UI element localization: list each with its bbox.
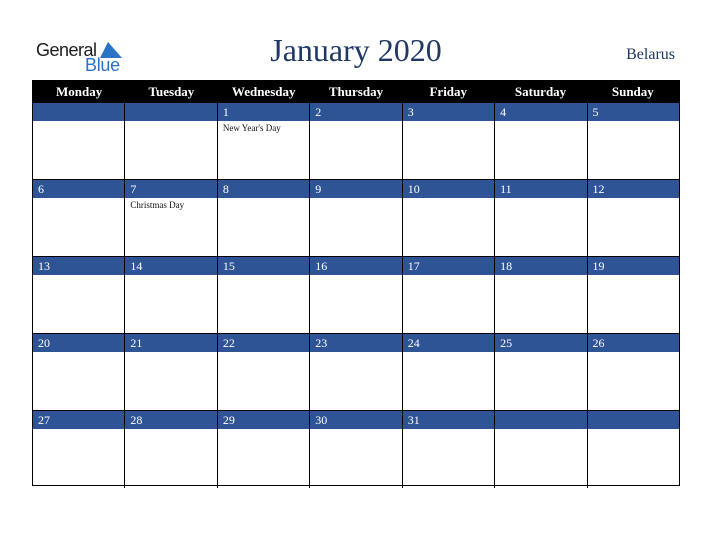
day-number bbox=[495, 411, 586, 429]
logo-text-blue: Blue bbox=[85, 55, 120, 75]
day-cell[interactable] bbox=[310, 103, 402, 180]
day-number: 31 bbox=[403, 411, 494, 429]
day-number: 21 bbox=[125, 334, 216, 352]
weekday-header: Tuesday bbox=[148, 84, 195, 99]
day-number: 23 bbox=[310, 334, 401, 352]
day-number: 24 bbox=[403, 334, 494, 352]
day-cell[interactable] bbox=[588, 334, 679, 411]
weekday-header: Sunday bbox=[611, 84, 654, 99]
day-cell[interactable] bbox=[403, 180, 495, 257]
day-cell[interactable] bbox=[588, 257, 679, 334]
day-number: 15 bbox=[218, 257, 309, 275]
day-number: 28 bbox=[125, 411, 216, 429]
logo-text-general: General bbox=[36, 40, 97, 60]
day-number: 1 bbox=[218, 103, 309, 121]
day-number: 27 bbox=[33, 411, 124, 429]
day-cell[interactable] bbox=[33, 180, 125, 257]
day-number: 17 bbox=[403, 257, 494, 275]
day-number: 20 bbox=[33, 334, 124, 352]
day-number: 8 bbox=[218, 180, 309, 198]
week-row bbox=[33, 180, 679, 257]
day-number: 16 bbox=[310, 257, 401, 275]
day-number: 5 bbox=[588, 103, 679, 121]
day-cell[interactable] bbox=[495, 103, 587, 180]
day-number: 26 bbox=[588, 334, 679, 352]
weekday-header: Wednesday bbox=[231, 84, 296, 99]
day-number: 14 bbox=[125, 257, 216, 275]
day-number bbox=[588, 411, 679, 429]
day-number: 4 bbox=[495, 103, 586, 121]
day-cell[interactable] bbox=[33, 257, 125, 334]
country-label: Belarus bbox=[626, 46, 675, 63]
day-cell[interactable] bbox=[310, 411, 402, 488]
weekday-header: Friday bbox=[429, 84, 468, 99]
day-cell[interactable] bbox=[495, 180, 587, 257]
day-number: 11 bbox=[495, 180, 586, 198]
day-cell[interactable] bbox=[495, 411, 587, 488]
day-number: 12 bbox=[588, 180, 679, 198]
day-cell[interactable] bbox=[33, 411, 125, 488]
day-cell[interactable] bbox=[403, 257, 495, 334]
weekday-header-row bbox=[33, 81, 679, 103]
day-cell[interactable] bbox=[33, 334, 125, 411]
day-number: 29 bbox=[218, 411, 309, 429]
day-cell[interactable] bbox=[310, 334, 402, 411]
day-cell[interactable] bbox=[218, 411, 310, 488]
day-number: 6 bbox=[33, 180, 124, 198]
day-cell[interactable] bbox=[218, 103, 310, 180]
day-cell[interactable] bbox=[33, 103, 125, 180]
day-cell[interactable] bbox=[125, 103, 217, 180]
day-cell[interactable] bbox=[218, 334, 310, 411]
day-cell[interactable] bbox=[310, 180, 402, 257]
day-number bbox=[125, 103, 216, 121]
holiday-label: Christmas Day bbox=[130, 200, 185, 210]
day-number: 30 bbox=[310, 411, 401, 429]
day-cell[interactable] bbox=[495, 334, 587, 411]
holiday-label: New Year's Day bbox=[222, 123, 281, 133]
day-cell[interactable] bbox=[218, 257, 310, 334]
day-number: 9 bbox=[310, 180, 401, 198]
day-cell[interactable] bbox=[495, 257, 587, 334]
week-row bbox=[33, 411, 679, 488]
day-cell[interactable] bbox=[588, 103, 679, 180]
day-cell[interactable] bbox=[125, 334, 217, 411]
day-number: 25 bbox=[495, 334, 586, 352]
day-cell[interactable] bbox=[218, 180, 310, 257]
day-cell[interactable] bbox=[403, 103, 495, 180]
day-cell[interactable] bbox=[588, 411, 679, 488]
day-number bbox=[33, 103, 124, 121]
day-cell[interactable] bbox=[403, 411, 495, 488]
day-number: 18 bbox=[495, 257, 586, 275]
day-number: 7 bbox=[125, 180, 216, 198]
day-cell[interactable] bbox=[403, 334, 495, 411]
day-number: 19 bbox=[588, 257, 679, 275]
day-cell[interactable] bbox=[125, 257, 217, 334]
day-number: 13 bbox=[33, 257, 124, 275]
weekday-header: Monday bbox=[56, 84, 103, 99]
week-row bbox=[33, 334, 679, 411]
week-rows bbox=[33, 103, 679, 488]
day-number: 3 bbox=[403, 103, 494, 121]
weekday-header: Saturday bbox=[514, 84, 567, 99]
week-row bbox=[33, 257, 679, 334]
calendar-title: January 2020 bbox=[270, 32, 442, 68]
day-number: 10 bbox=[403, 180, 494, 198]
day-cell[interactable] bbox=[310, 257, 402, 334]
day-cell[interactable] bbox=[125, 180, 217, 257]
week-row bbox=[33, 103, 679, 180]
day-cell[interactable] bbox=[125, 411, 217, 488]
day-number: 2 bbox=[310, 103, 401, 121]
weekday-header: Thursday bbox=[328, 84, 384, 99]
day-cell[interactable] bbox=[588, 180, 679, 257]
day-number: 22 bbox=[218, 334, 309, 352]
calendar-grid bbox=[32, 80, 680, 486]
